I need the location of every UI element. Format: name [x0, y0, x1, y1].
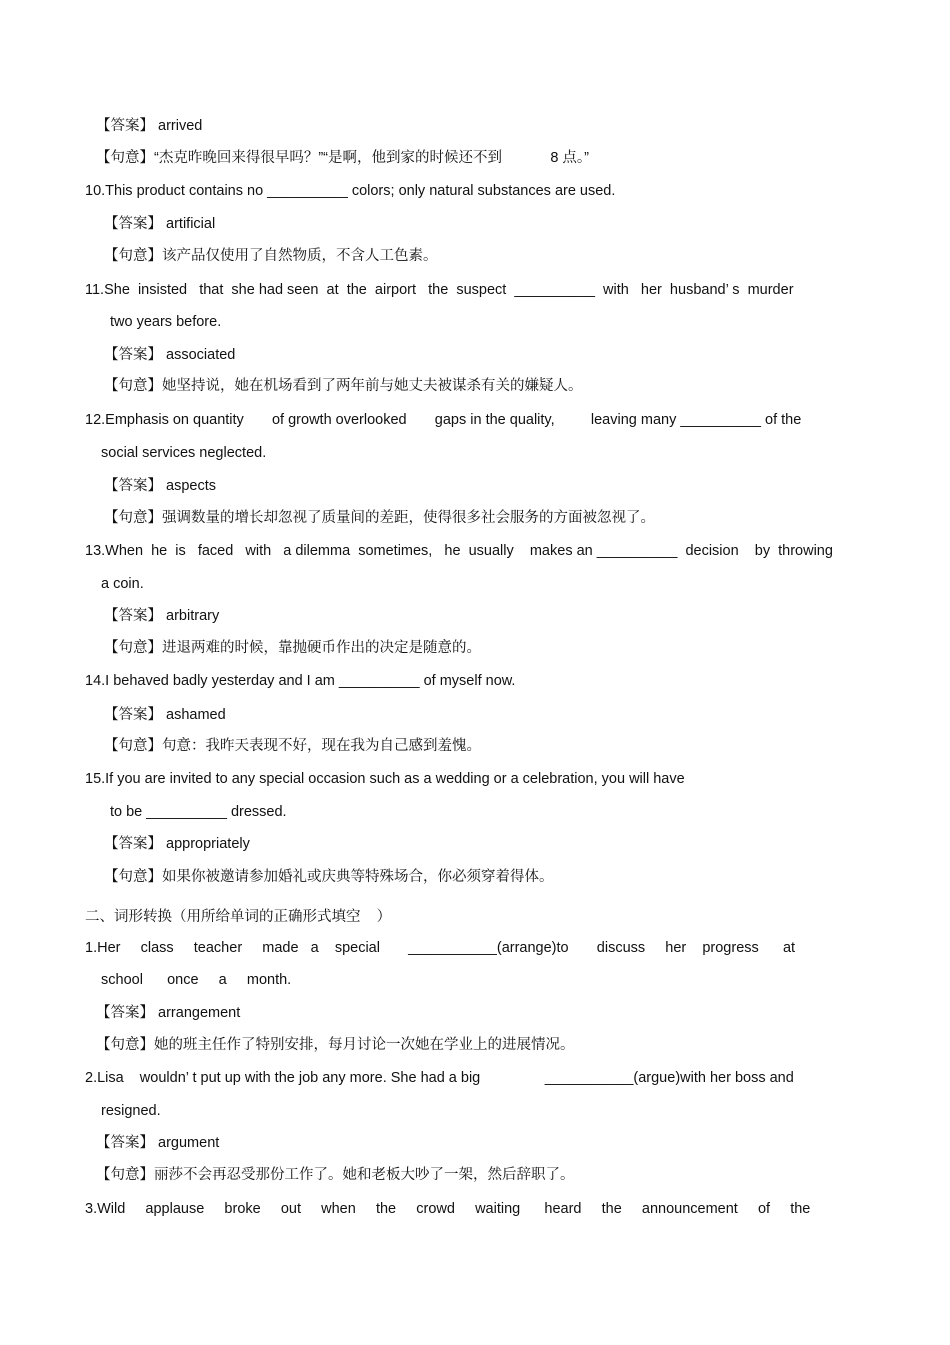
question-line: 10.This product contains no __________ colors; only natural substances are used. [85, 183, 616, 199]
section-heading: 二、词形转换（用所给单词的正确形式填空 ） [85, 909, 392, 925]
answer-line: 【答案】 arrived [96, 118, 203, 134]
meaning-line: 【句意】丽莎不会再忍受那份工作了。她和老板大吵了一架，然后辞职了。 [96, 1167, 575, 1183]
question-line: 11.She insisted that she had seen at the airport the suspect __________ with her husband’ s murder [85, 282, 794, 298]
meaning-line: 【句意】她的班主任作了特别安排，每月讨论一次她在学业上的进展情况。 [96, 1037, 575, 1053]
question-line: 14.I behaved badly yesterday and I am __________ of myself now. [85, 673, 516, 689]
meaning-line: 【句意】“杰克昨晚回来得很早吗？”“是啊，他到家的时候还不到 8 点。” [96, 150, 589, 166]
question-line: 15.If you are invited to any special occasion such as a wedding or a celebration, you will have [85, 771, 685, 787]
question-continuation: school once a month. [101, 972, 292, 988]
question-continuation: to be __________ dressed. [110, 804, 287, 820]
question-line: 1.Her class teacher made a special ___________(arrange)to discuss her progress at [85, 940, 796, 956]
answer-line: 【答案】 associated [104, 347, 236, 363]
answer-line: 【答案】 arbitrary [104, 608, 220, 624]
answer-line: 【答案】 aspects [104, 478, 216, 494]
meaning-line: 【句意】进退两难的时候，靠抛硬币作出的决定是随意的。 [104, 640, 481, 656]
answer-line: 【答案】 arrangement [96, 1005, 241, 1021]
meaning-line: 【句意】句意：我昨天表现不好，现在我为自己感到羞愧。 [104, 738, 481, 754]
question-line: 12.Emphasis on quantity of growth overlooked gaps in the quality, leaving many __________ of the [85, 412, 802, 428]
meaning-line: 【句意】她坚持说，她在机场看到了两年前与她丈夫被谋杀有关的嫌疑人。 [104, 378, 583, 394]
question-line: 2.Lisa wouldn’ t put up with the job any more. She had a big ___________(argue)with her boss and [85, 1070, 794, 1086]
answer-line: 【答案】 artificial [104, 216, 216, 232]
answer-line: 【答案】 appropriately [104, 836, 250, 852]
meaning-line: 【句意】如果你被邀请参加婚礼或庆典等特殊场合，你必须穿着得体。 [104, 869, 554, 885]
meaning-line: 【句意】该产品仅使用了自然物质，不含人工色素。 [104, 248, 438, 264]
question-continuation: social services neglected. [101, 445, 267, 461]
answer-line: 【答案】 ashamed [104, 707, 226, 723]
question-line: 13.When he is faced with a dilemma sometimes, he usually makes an __________ decision by throwing [85, 543, 833, 559]
question-continuation: two years before. [110, 314, 222, 330]
question-line: 3.Wild applause broke out when the crowd waiting heard the announcement of the [85, 1201, 811, 1217]
question-continuation: resigned. [101, 1103, 161, 1119]
answer-line: 【答案】 argument [96, 1135, 220, 1151]
question-continuation: a coin. [101, 576, 144, 592]
meaning-line: 【句意】强调数量的增长却忽视了质量间的差距，使得很多社会服务的方面被忽视了。 [104, 510, 655, 526]
